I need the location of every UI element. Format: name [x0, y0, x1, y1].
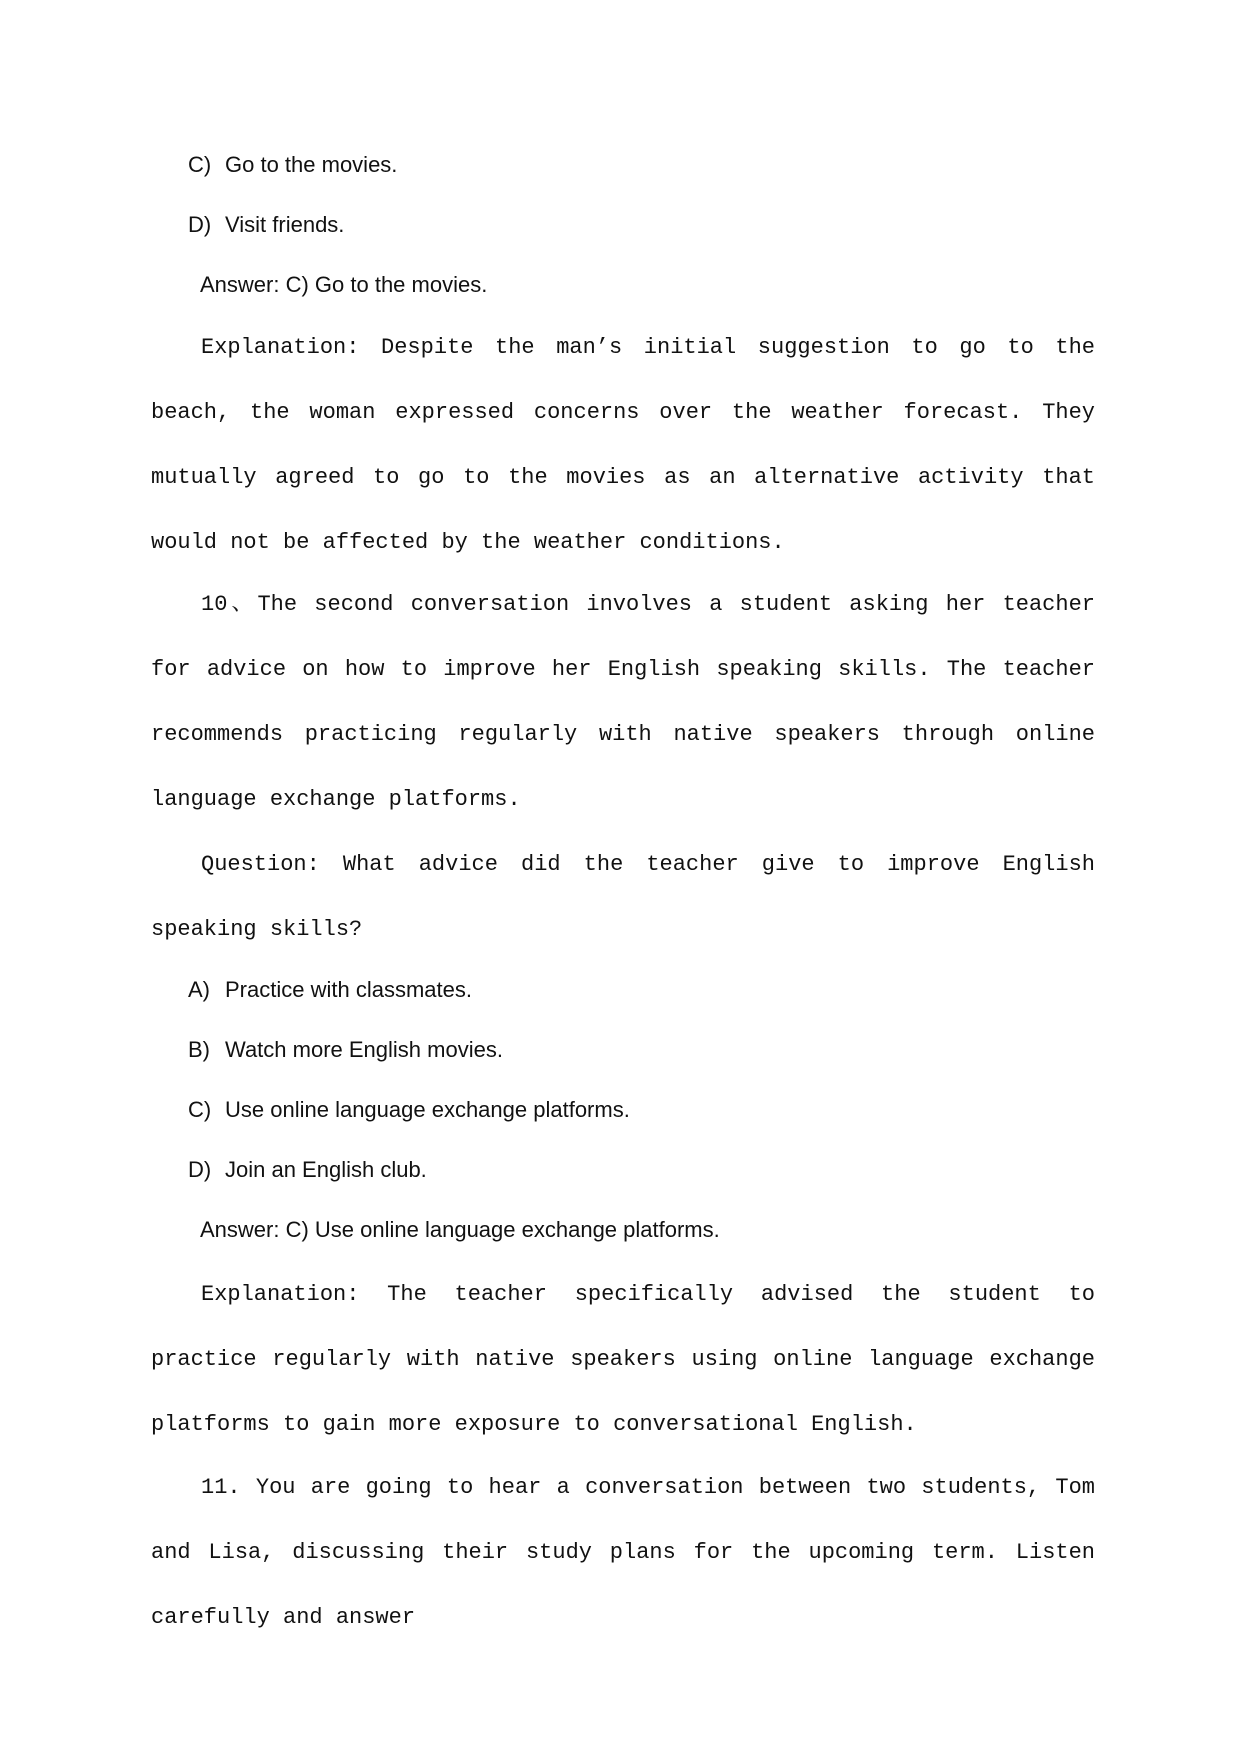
option-d	[188, 210, 344, 240]
option-letter: D)	[188, 212, 212, 237]
option-text: Go to the movies.	[225, 152, 398, 177]
option-b	[188, 1035, 503, 1065]
answer-line: Answer: C) Go to the movies.	[200, 272, 488, 297]
explanation-paragraph: Explanation: Despite the man’s initial suggestion to go to the beach, the woman expressed concerns over the weather forecast. They mutually agreed to go to the movies as an alternative activity that would not be affected by the weather conditions.	[151, 335, 1095, 555]
option-c	[188, 150, 397, 180]
explanation-paragraph: Explanation: The teacher specifically advised the student to practice regularly with native speakers using online language exchange platforms to gain more exposure to conversational English.	[151, 1282, 1095, 1437]
option-text: Watch more English movies.	[225, 1037, 503, 1062]
question-10-prompt: Question: What advice did the teacher give to improve English speaking skills?	[151, 852, 1095, 942]
option-a	[188, 975, 472, 1005]
option-text: Join an English club.	[225, 1157, 427, 1182]
option-letter: A)	[188, 977, 210, 1002]
option-text: Visit friends.	[225, 212, 345, 237]
question-10-intro: 10、The second conversation involves a student asking her teacher for advice on how to improve her English speaking skills. The teacher recommends practicing regularly with native speakers through online language exchange platforms.	[151, 592, 1095, 812]
option-letter: C)	[188, 1097, 212, 1122]
option-text: Use online language exchange platforms.	[225, 1097, 630, 1122]
option-c	[188, 1095, 630, 1125]
option-d	[188, 1155, 427, 1185]
answer-line: Answer: C) Use online language exchange platforms.	[200, 1217, 720, 1242]
option-letter: B)	[188, 1037, 210, 1062]
option-letter: C)	[188, 152, 212, 177]
option-text: Practice with classmates.	[225, 977, 472, 1002]
question-11-intro: 11. You are going to hear a conversation between two students, Tom and Lisa, discussing their study plans for the upcoming term. Listen carefully and answer	[151, 1475, 1095, 1630]
option-letter: D)	[188, 1157, 212, 1182]
